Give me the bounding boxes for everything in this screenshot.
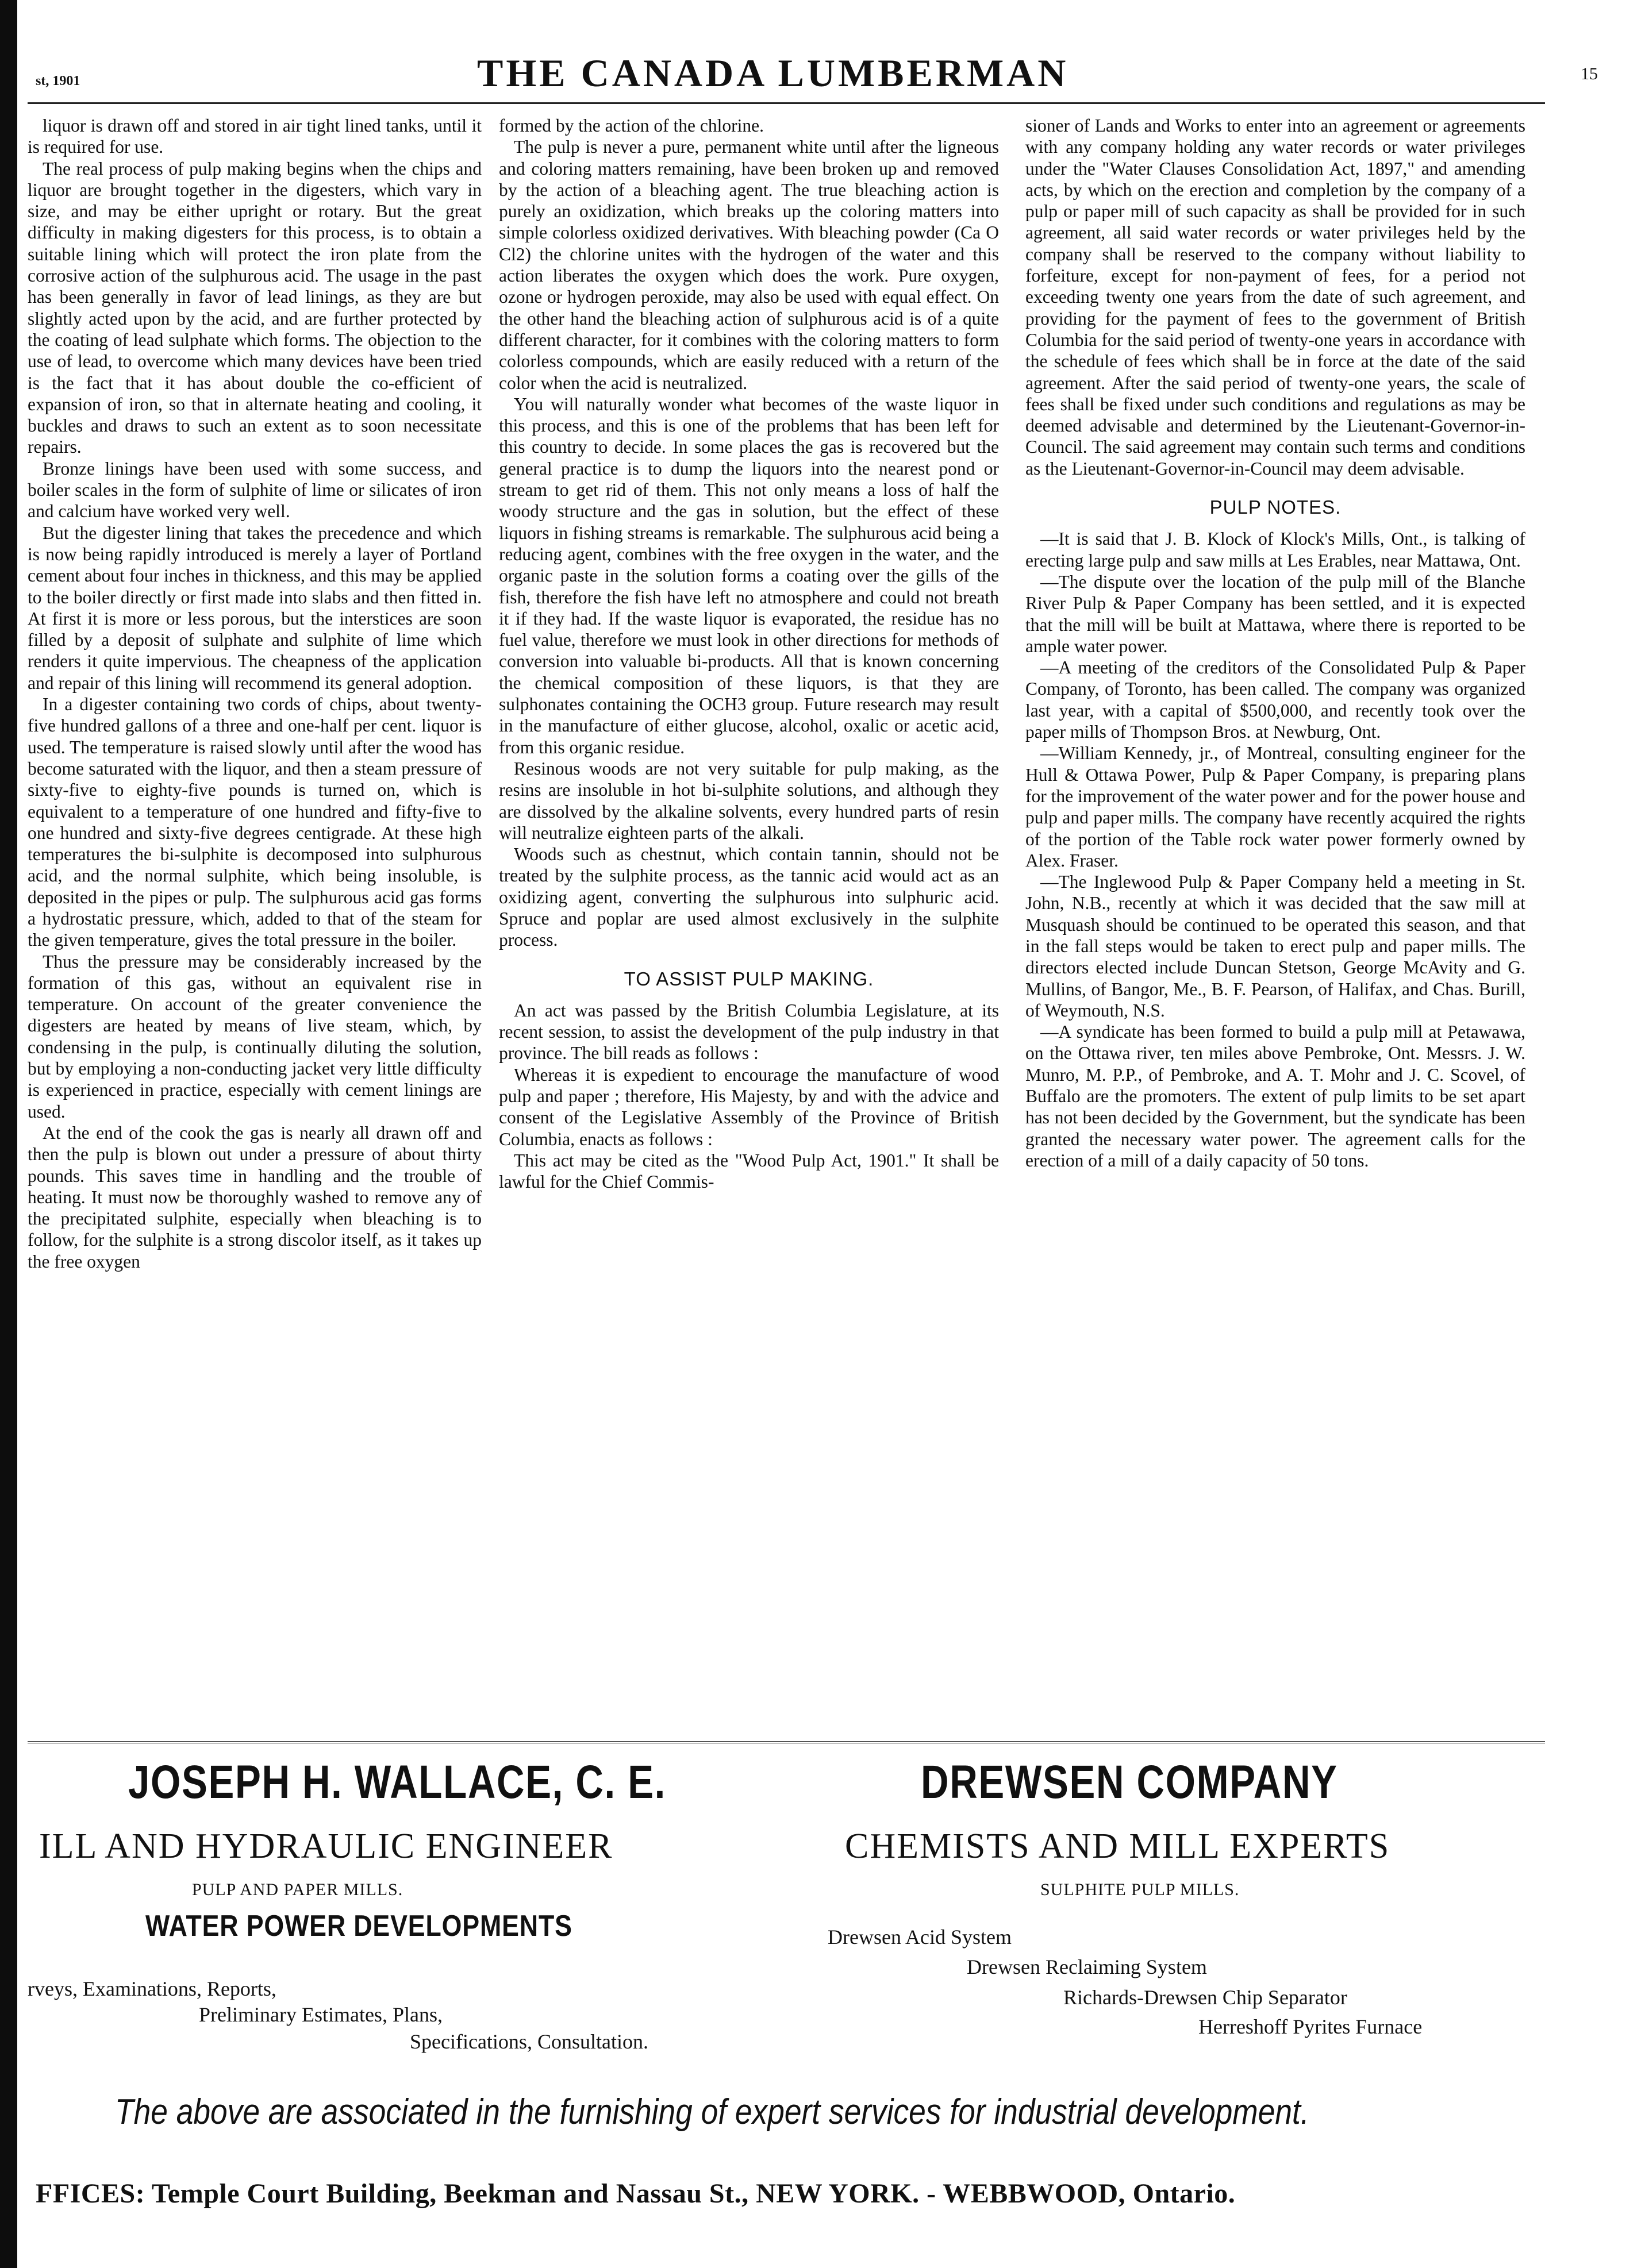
paragraph: This act may be cited as the "Wood Pulp Act, 1901." It shall be lawful for the Chief Commis- [499, 1150, 999, 1192]
paragraph: Woods such as chestnut, which contain tannin, should not be treated by the sulphite process, as the tannic acid would act as an oxidizing agent, converting the sulphurous into sulphuric acid. Spruce and poplar are used almost exclusively in the sulphite process. [499, 844, 999, 950]
column-middle [499, 115, 999, 1193]
advertisement-drewsen [816, 1753, 1552, 2069]
ad-subheading: SULPHITE PULP MILLS. [1040, 1880, 1240, 1899]
news-item: —William Kennedy, jr., of Montreal, consulting engineer for the Hull & Ottawa Power, Pulp & Paper Company, is preparing plans for the improvement of the water power and for the power house and pulp and paper mills. The company have recently acquired the rights of the portion of the Table rock water power formerly owned by Alex. Fraser. [1025, 743, 1525, 871]
ad-system-line: Drewsen Reclaiming System [967, 1955, 1207, 1978]
ad-profession: ILL AND HYDRAULIC ENGINEER [39, 1827, 613, 1866]
paragraph: sioner of Lands and Works to enter into an agreement or agreements with any company holding any water records or water privileges under the "Water Clauses Consolidation Act, 1897," and amending acts, by which on the erection and completion by the company of a pulp or paper mill of such capacity as shall be provided for in such agreement, all said water records or water privileges held by the company shall be reserved to the company without liability to forfeiture, except for non-payment of fees, for a period not exceeding twenty one years from the date of such agreement, and providing for the payment of fees to the government of British Columbia for the said period of twenty-one years in accordance with the schedule of fees which shall be in force at the date of the said agreement. After the said period of twenty-one years, the scale of fees shall be fixed under such conditions and regulations as may be deemed advisable and determined by the Lieutenant-Governor-in-Council. The said agreement may contain such terms and conditions as the Lieutenant-Governor-in-Council may deem advisable. [1025, 115, 1525, 479]
ad-system-line: Richards-Drewsen Chip Separator [1063, 1986, 1347, 2009]
header-rule [28, 102, 1545, 104]
news-item: —The Inglewood Pulp & Paper Company held a meeting in St. John, N.B., recently at which it was decided that the saw mill at Musquash should be continued to be operated this season, and that in the fall steps would be taken to erect pulp and paper mills. The directors elected include Duncan Stetson, George McAvity and G. Mullins, of Bangor, Me., B. F. Pearson, of Halifax, and Chas. Burill, of Weymouth, N.S. [1025, 872, 1525, 1021]
ad-system-line: Herreshoff Pyrites Furnace [1198, 2015, 1423, 2038]
ad-company-name: DREWSEN COMPANY [921, 1756, 1338, 1808]
section-heading-pulp-making: TO ASSIST PULP MAKING. [624, 968, 874, 989]
masthead: THE CANADA LUMBERMAN [477, 51, 1069, 95]
paragraph: In a digester containing two cords of chips, about twenty-five hundred gallons of a three and one-half per cent. liquor is used. The temperature is raised slowly until after the wood has become saturated with the liquor, and then a steam pressure of sixty-five to eighty-five pounds is turned on, which is equivalent to a temperature of one hundred and fifty-five to one hundred and sixty-five degrees centigrade. At these high temperatures the bi-sulphite is decomposed into sulphurous acid, and the normal sulphite, which being insoluble, is deposited in the pipes or pulp. The sulphurous acid gas forms a hydrostatic pressure, which, added to that of the steam for the given temperature, gives the total pressure in the boiler. [28, 694, 482, 950]
ad-offices: FFICES: Temple Court Building, Beekman and Nassau St., NEW YORK. - WEBBWOOD, Ontario. [36, 2178, 1236, 2209]
paragraph: formed by the action of the chlorine. [499, 115, 764, 136]
advertisement-rule [28, 1741, 1545, 1743]
ad-service-line: Specifications, Consultation. [410, 2030, 648, 2053]
column-left [28, 115, 482, 1272]
page-number: 15 [1581, 64, 1598, 83]
news-item: —The dispute over the location of the pulp mill of the Blanche River Pulp & Paper Company has been settled, and it is expected that the mill will be built at Mattawa, where there is reported to be ample water power. [1025, 571, 1525, 656]
paragraph: The pulp is never a pure, permanent white until after the ligneous and coloring matters remaining, have been broken up and removed by the action of a bleaching agent. The true bleaching action is purely an oxidization, which breaks up the coloring matters into simple colorless oxidized derivatives. With bleaching powder (Ca O Cl2) the chlorine unites with the hydrogen of the water and this action liberates the oxygen which does the work. Pure oxygen, ozone or hydrogen peroxide, may also be used with equal effect. On the other hand the bleaching action of sulphurous acid is of a quite different character, for it combines with the coloring matters to form colorless compounds, which are easily reduced with a return of the color when the acid is neutralized. [499, 137, 999, 393]
paragraph: Resinous woods are not very suitable for pulp making, as the resins are insoluble in hot bi-sulphite solutions, and although they are dissolved by the alkaline solvents, every hundred parts of resin will neutralize eighteen parts of the alkali. [499, 758, 999, 843]
ad-profession: CHEMISTS AND MILL EXPERTS [845, 1827, 1390, 1866]
paragraph: Thus the pressure may be considerably increased by the formation of this gas, without an equivalent rise in temperature. On account of the greater convenience the digesters are heated by means of live steam, which, by condensing in the pulp, is continually diluting the solution, but by employing a non-conducting jacket very little difficulty is experienced in practice, especially with cement linings are used. [28, 951, 482, 1122]
paragraph: liquor is drawn off and stored in air tight lined tanks, until it is required for use. [28, 115, 482, 157]
paragraph: You will naturally wonder what becomes of the waste liquor in this process, and this is one of the problems that has been left for this country to decide. In some places the gas is recovered but the general practice is to dump the liquors into the nearest pond or stream to get rid of them. This not only means a loss of half the woody structure and the gas in solution, but the effect of these liquors in fishing streams is remarkable. The sulphurous acid being a reducing agent, combines with the free oxygen in the water, and the organic paste in the solution forms a coating over the gills of the fish, therefore the fish have left no atmosphere and could not breath it if they had. If the waste liquor is evaporated, the residue has no fuel value, therefore we must look in other directions for methods of conversion into valuable bi-products. All that is known concerning the chemical composition of these liquors, is that they are sulphonates containing the OCH3 group. Future research may result in the manufacture of either glucose, alcohol, oxalic or acetic acid, from this organic residue. [499, 394, 999, 757]
ad-subheading: PULP AND PAPER MILLS. [192, 1880, 403, 1899]
paragraph: Whereas it is expedient to encourage the manufacture of wood pulp and paper ; therefore, His Majesty, by and with the advice and consent of the Legislative Assembly of the Province of British Columbia, enacts as follows : [499, 1064, 999, 1149]
news-item: —A meeting of the creditors of the Consolidated Pulp & Paper Company, of Toronto, has been called. The company was organized last year, with a capital of $500,000, and recently took over the paper mills of Thompson Bros. at Newburg, Ont. [1025, 657, 1525, 742]
ad-system-line: Drewsen Acid System [828, 1926, 1012, 1949]
section-heading-pulp-notes: PULP NOTES. [1209, 496, 1342, 518]
news-item: —A syndicate has been formed to build a pulp mill at Petawawa, on the Ottawa river, ten miles above Pembroke, Ont. Messrs. J. W. Munro, M. P.P., of Pembroke, and A. T. Mohr and J. C. Scovel, of Buffalo are the promoters. The extent of pulp limits to be set apart has not been decided by the Government, but the syndicate has been granted the necessary water power. The agreement calls for the erection of a mill of a daily capacity of 50 tons. [1025, 1022, 1525, 1170]
ad-service-line: rveys, Examinations, Reports, [28, 1977, 276, 2000]
ad-service-line: Preliminary Estimates, Plans, [199, 2003, 443, 2026]
column-right [1025, 115, 1525, 1171]
paragraph: But the digester lining that takes the precedence and which is now being rapidly introduced is merely a layer of Portland cement about four inches in thickness, and this may be applied to the boiler directly or first made into slabs and then fitted in. At first it is more or less porous, but the interstices are soon filled by a deposit of sulphate and sulphite of lime which renders it quite impervious. The cheapness of the application and repair of this lining will recommend its general adoption. [28, 522, 482, 693]
paragraph: Bronze linings have been used with some success, and boiler scales in the form of sulphite of lime or silicates of iron and calcium have worked very well. [28, 458, 482, 522]
news-item: —It is said that J. B. Klock of Klock's Mills, Ont., is talking of erecting large pulp and saw mills at Les Erables, near Mattawa, Ont. [1025, 529, 1525, 571]
ad-company-name: JOSEPH H. WALLACE, C. E. [128, 1756, 667, 1808]
binding-edge [0, 0, 17, 2268]
paragraph: An act was passed by the British Columbia Legislature, at its recent session, to assist the development of the pulp industry in that province. The bill reads as follows : [499, 1000, 999, 1064]
ad-heading: WATER POWER DEVELOPMENTS [145, 1909, 572, 1943]
paragraph: At the end of the cook the gas is nearly all drawn off and then the pulp is blown out under a pressure of about thirty pounds. This saves time in handling and the trouble of heating. It must now be thoroughly washed to remove any of the precipitated sulphite, especially when bleaching is to follow, for the sulphite is a strong discolor itself, as it takes up the free oxygen [28, 1122, 482, 1272]
header-date: st, 1901 [36, 74, 80, 88]
ad-tagline: The above are associated in the furnishing of expert services for industrial development. [115, 2092, 1309, 2132]
paragraph: The real process of pulp making begins when the chips and liquor are brought together in the digesters, which vary in size, and may be either upright or rotary. But the great difficulty in making digesters for this process, is to obtain a suitable lining which will protect the iron plate from the corrosive action of the sulphurous acid. The usage in the past has been generally in favor of lead linings, as they are but slightly acted upon by the acid, and are further protected by the coating of lead sulphate which forms. The objection to the use of lead, to overcome which many devices have been tried is the fact that it has about double the co-efficient of expansion of iron, so that in alternate heating and cooling, it buckles and draws to such an extent as to soon necessitate repairs. [28, 158, 482, 457]
advertisement-wallace [28, 1753, 792, 2069]
